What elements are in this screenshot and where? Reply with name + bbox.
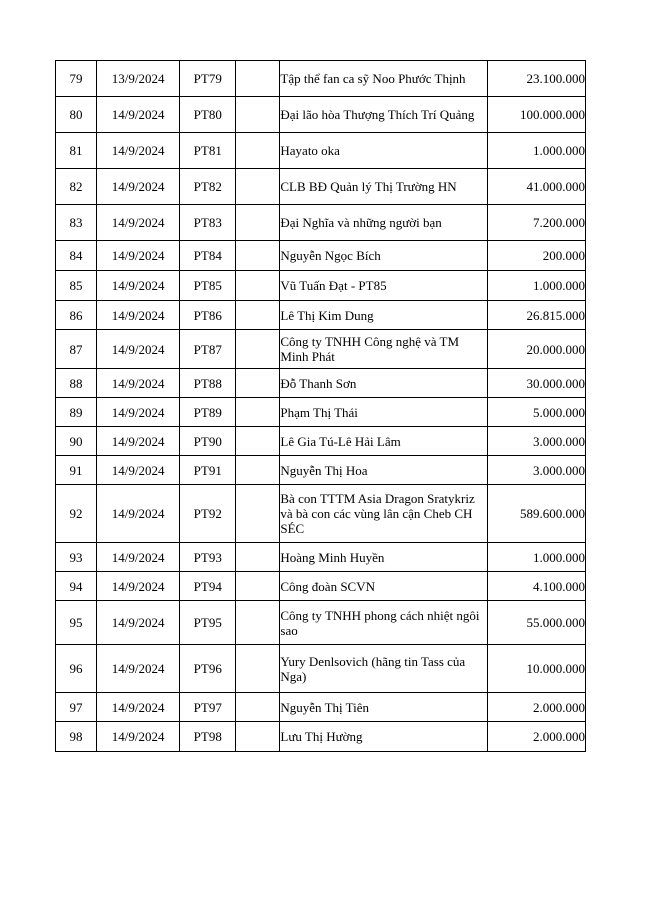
empty-cell xyxy=(236,205,280,241)
donor-name-cell: CLB BĐ Quản lý Thị Trường HN xyxy=(280,169,487,205)
amount-cell: 20.000.000 xyxy=(487,330,585,369)
empty-cell xyxy=(236,369,280,398)
amount-cell: 3.000.000 xyxy=(487,456,585,485)
amount-cell: 10.000.000 xyxy=(487,645,585,693)
date-cell: 14/9/2024 xyxy=(97,271,180,301)
empty-cell xyxy=(236,330,280,369)
donor-name-cell: Tập thể fan ca sỹ Noo Phước Thịnh xyxy=(280,61,487,97)
donor-name-cell: Yury Denlsovich (hãng tin Tass của Nga) xyxy=(280,645,487,693)
donor-name-cell: Lưu Thị Hường xyxy=(280,722,487,752)
date-cell: 14/9/2024 xyxy=(97,205,180,241)
row-number-cell: 84 xyxy=(56,241,97,271)
donor-name-cell: Công đoàn SCVN xyxy=(280,572,487,601)
table-row xyxy=(56,97,586,133)
date-cell: 14/9/2024 xyxy=(97,398,180,427)
table-row xyxy=(56,398,586,427)
row-number-cell: 83 xyxy=(56,205,97,241)
empty-cell xyxy=(236,722,280,752)
table-row xyxy=(56,369,586,398)
receipt-code-cell: PT94 xyxy=(180,572,236,601)
empty-cell xyxy=(236,301,280,330)
table-row xyxy=(56,456,586,485)
receipt-code-cell: PT81 xyxy=(180,133,236,169)
row-number-cell: 79 xyxy=(56,61,97,97)
donor-name-cell: Hoàng Minh Huyền xyxy=(280,543,487,572)
amount-cell: 4.100.000 xyxy=(487,572,585,601)
row-number-cell: 89 xyxy=(56,398,97,427)
table-row xyxy=(56,645,586,693)
receipt-code-cell: PT93 xyxy=(180,543,236,572)
empty-cell xyxy=(236,543,280,572)
table-row xyxy=(56,601,586,645)
table-row xyxy=(56,133,586,169)
amount-cell: 26.815.000 xyxy=(487,301,585,330)
row-number-cell: 87 xyxy=(56,330,97,369)
table-row xyxy=(56,330,586,369)
amount-cell: 100.000.000 xyxy=(487,97,585,133)
donor-name-cell: Công ty TNHH Công nghệ và TM Minh Phát xyxy=(280,330,487,369)
row-number-cell: 88 xyxy=(56,369,97,398)
table-row xyxy=(56,271,586,301)
donor-name-cell: Vũ Tuấn Đạt - PT85 xyxy=(280,271,487,301)
table-row xyxy=(56,572,586,601)
receipt-code-cell: PT97 xyxy=(180,693,236,722)
table-row xyxy=(56,427,586,456)
table-row xyxy=(56,205,586,241)
empty-cell xyxy=(236,61,280,97)
receipt-code-cell: PT88 xyxy=(180,369,236,398)
receipt-code-cell: PT92 xyxy=(180,485,236,543)
amount-cell: 3.000.000 xyxy=(487,427,585,456)
amount-cell: 55.000.000 xyxy=(487,601,585,645)
amount-cell: 30.000.000 xyxy=(487,369,585,398)
date-cell: 14/9/2024 xyxy=(97,97,180,133)
date-cell: 14/9/2024 xyxy=(97,427,180,456)
table-row xyxy=(56,693,586,722)
amount-cell: 589.600.000 xyxy=(487,485,585,543)
donor-name-cell: Bà con TTTM Asia Dragon Sratykriz và bà con các vùng lân cận Cheb CH SÉC xyxy=(280,485,487,543)
table-row xyxy=(56,169,586,205)
donor-name-cell: Đại Nghĩa và những người bạn xyxy=(280,205,487,241)
empty-cell xyxy=(236,398,280,427)
row-number-cell: 97 xyxy=(56,693,97,722)
empty-cell xyxy=(236,241,280,271)
row-number-cell: 86 xyxy=(56,301,97,330)
empty-cell xyxy=(236,693,280,722)
donor-name-cell: Nguyễn Ngọc Bích xyxy=(280,241,487,271)
empty-cell xyxy=(236,133,280,169)
row-number-cell: 95 xyxy=(56,601,97,645)
receipt-code-cell: PT80 xyxy=(180,97,236,133)
amount-cell: 1.000.000 xyxy=(487,543,585,572)
row-number-cell: 80 xyxy=(56,97,97,133)
row-number-cell: 96 xyxy=(56,645,97,693)
receipt-code-cell: PT89 xyxy=(180,398,236,427)
date-cell: 14/9/2024 xyxy=(97,241,180,271)
table-row xyxy=(56,543,586,572)
row-number-cell: 92 xyxy=(56,485,97,543)
receipt-code-cell: PT82 xyxy=(180,169,236,205)
amount-cell: 1.000.000 xyxy=(487,271,585,301)
row-number-cell: 90 xyxy=(56,427,97,456)
receipt-code-cell: PT85 xyxy=(180,271,236,301)
empty-cell xyxy=(236,645,280,693)
amount-cell: 5.000.000 xyxy=(487,398,585,427)
receipt-code-cell: PT87 xyxy=(180,330,236,369)
amount-cell: 23.100.000 xyxy=(487,61,585,97)
empty-cell xyxy=(236,572,280,601)
date-cell: 14/9/2024 xyxy=(97,543,180,572)
empty-cell xyxy=(236,271,280,301)
amount-cell: 7.200.000 xyxy=(487,205,585,241)
date-cell: 14/9/2024 xyxy=(97,456,180,485)
donor-name-cell: Đỗ Thanh Sơn xyxy=(280,369,487,398)
receipt-code-cell: PT84 xyxy=(180,241,236,271)
table-row xyxy=(56,241,586,271)
amount-cell: 2.000.000 xyxy=(487,693,585,722)
row-number-cell: 85 xyxy=(56,271,97,301)
row-number-cell: 82 xyxy=(56,169,97,205)
receipt-code-cell: PT90 xyxy=(180,427,236,456)
date-cell: 14/9/2024 xyxy=(97,330,180,369)
receipt-code-cell: PT95 xyxy=(180,601,236,645)
row-number-cell: 94 xyxy=(56,572,97,601)
donor-name-cell: Phạm Thị Thái xyxy=(280,398,487,427)
date-cell: 14/9/2024 xyxy=(97,601,180,645)
donation-table-body xyxy=(56,61,586,752)
date-cell: 14/9/2024 xyxy=(97,301,180,330)
table-row xyxy=(56,485,586,543)
empty-cell xyxy=(236,601,280,645)
donor-name-cell: Công ty TNHH phong cách nhiệt ngôi sao xyxy=(280,601,487,645)
donor-name-cell: Nguyễn Thị Tiên xyxy=(280,693,487,722)
receipt-code-cell: PT79 xyxy=(180,61,236,97)
row-number-cell: 81 xyxy=(56,133,97,169)
table-row xyxy=(56,301,586,330)
amount-cell: 2.000.000 xyxy=(487,722,585,752)
date-cell: 14/9/2024 xyxy=(97,645,180,693)
donor-name-cell: Nguyễn Thị Hoa xyxy=(280,456,487,485)
donation-table xyxy=(55,60,586,752)
date-cell: 14/9/2024 xyxy=(97,722,180,752)
donor-name-cell: Lê Thị Kim Dung xyxy=(280,301,487,330)
amount-cell: 200.000 xyxy=(487,241,585,271)
date-cell: 13/9/2024 xyxy=(97,61,180,97)
receipt-code-cell: PT86 xyxy=(180,301,236,330)
donor-name-cell: Hayato oka xyxy=(280,133,487,169)
receipt-code-cell: PT83 xyxy=(180,205,236,241)
date-cell: 14/9/2024 xyxy=(97,572,180,601)
date-cell: 14/9/2024 xyxy=(97,485,180,543)
receipt-code-cell: PT91 xyxy=(180,456,236,485)
empty-cell xyxy=(236,169,280,205)
date-cell: 14/9/2024 xyxy=(97,693,180,722)
table-row xyxy=(56,722,586,752)
amount-cell: 41.000.000 xyxy=(487,169,585,205)
empty-cell xyxy=(236,97,280,133)
receipt-code-cell: PT96 xyxy=(180,645,236,693)
row-number-cell: 91 xyxy=(56,456,97,485)
row-number-cell: 93 xyxy=(56,543,97,572)
empty-cell xyxy=(236,485,280,543)
row-number-cell: 98 xyxy=(56,722,97,752)
receipt-code-cell: PT98 xyxy=(180,722,236,752)
amount-cell: 1.000.000 xyxy=(487,133,585,169)
date-cell: 14/9/2024 xyxy=(97,169,180,205)
date-cell: 14/9/2024 xyxy=(97,133,180,169)
date-cell: 14/9/2024 xyxy=(97,369,180,398)
empty-cell xyxy=(236,456,280,485)
table-row xyxy=(56,61,586,97)
donor-name-cell: Đại lão hòa Thượng Thích Trí Quảng xyxy=(280,97,487,133)
empty-cell xyxy=(236,427,280,456)
donor-name-cell: Lê Gia Tú-Lê Hải Lâm xyxy=(280,427,487,456)
